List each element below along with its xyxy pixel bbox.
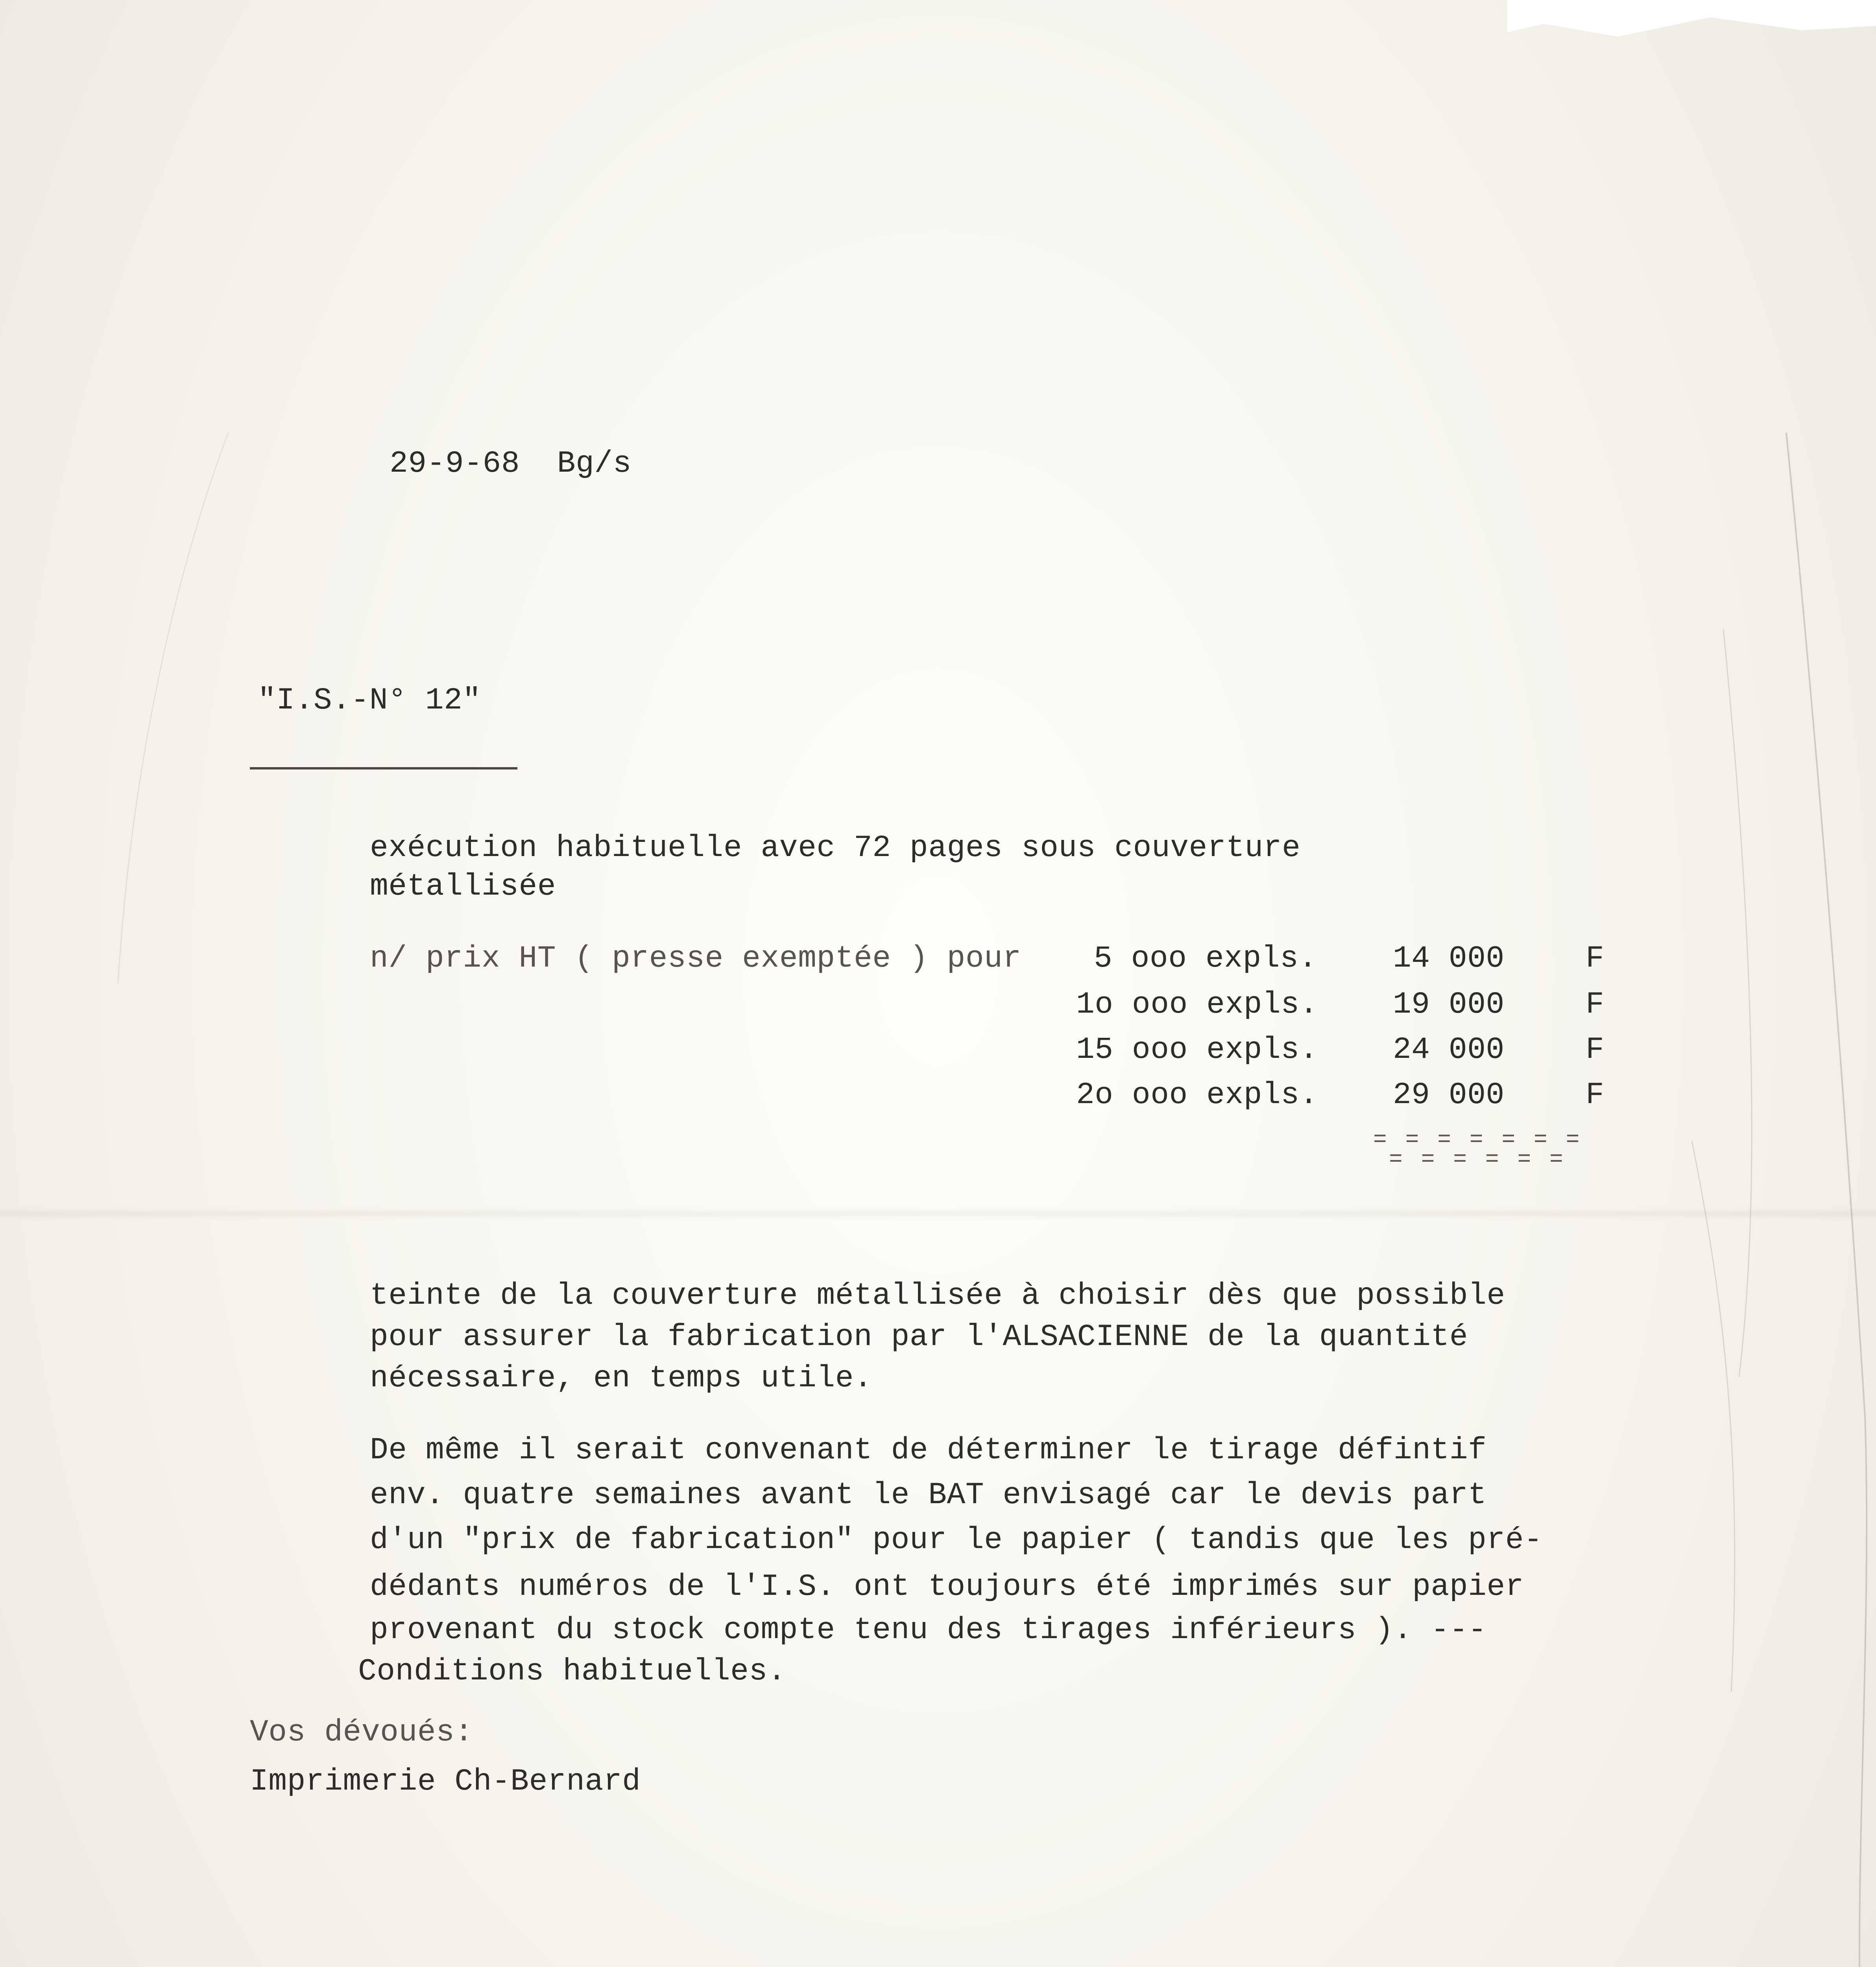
price-intro: n/ prix HT ( presse exemptée ) pour [370, 941, 1021, 976]
signature-company: Imprimerie Ch-Bernard [250, 1764, 641, 1799]
date-reference: 29-9-68 Bg/s [390, 447, 631, 481]
price-amount: 14 000 [1393, 941, 1505, 976]
paragraph-line: pour assurer la fabrication par l'ALSACIENNE de la quantité [370, 1320, 1468, 1354]
price-amount: 29 000 [1393, 1078, 1505, 1113]
paragraph-line: env. quatre semaines avant le BAT envisagé car le devis part [370, 1478, 1487, 1513]
subject-title: "I.S.-N° 12" [258, 683, 481, 718]
price-currency: F [1586, 1033, 1605, 1067]
price-quantity: 5 ooo expls. [1094, 941, 1317, 976]
paragraph-line: dédants numéros de l'I.S. ont toujours été imprimés sur papier [370, 1570, 1524, 1604]
price-currency: F [1586, 1078, 1605, 1113]
paragraph-line: Conditions habituelles. [358, 1654, 787, 1689]
description-line-1: exécution habituelle avec 72 pages sous couverture [370, 831, 1301, 865]
total-double-rule-bottom: = = = = = = [1389, 1147, 1566, 1173]
price-currency: F [1586, 941, 1605, 976]
paragraph-line: provenant du stock compte tenu des tirages inférieurs ). --- [370, 1613, 1487, 1648]
description-line-2: métallisée [370, 869, 556, 904]
paragraph-line: teinte de la couverture métallisée à choisir dès que possible [370, 1279, 1505, 1313]
paragraph-line: nécessaire, en temps utile. [370, 1361, 873, 1396]
price-currency: F [1586, 987, 1605, 1022]
price-quantity: 1o ooo expls. [1076, 987, 1318, 1022]
price-amount: 24 000 [1393, 1033, 1505, 1067]
price-amount: 19 000 [1393, 987, 1505, 1022]
price-quantity: 15 ooo expls. [1076, 1033, 1318, 1067]
subject-underline [250, 767, 517, 769]
total-double-rule-top: = = = = = = = [1373, 1127, 1582, 1153]
paragraph-line: d'un "prix de fabrication" pour le papier ( tandis que les pré- [370, 1523, 1543, 1557]
paragraph-line: De même il serait convenant de déterminer le tirage défintif [370, 1433, 1487, 1468]
price-quantity: 2o ooo expls. [1076, 1078, 1318, 1113]
closing-salutation: Vos dévoués: [250, 1715, 473, 1750]
